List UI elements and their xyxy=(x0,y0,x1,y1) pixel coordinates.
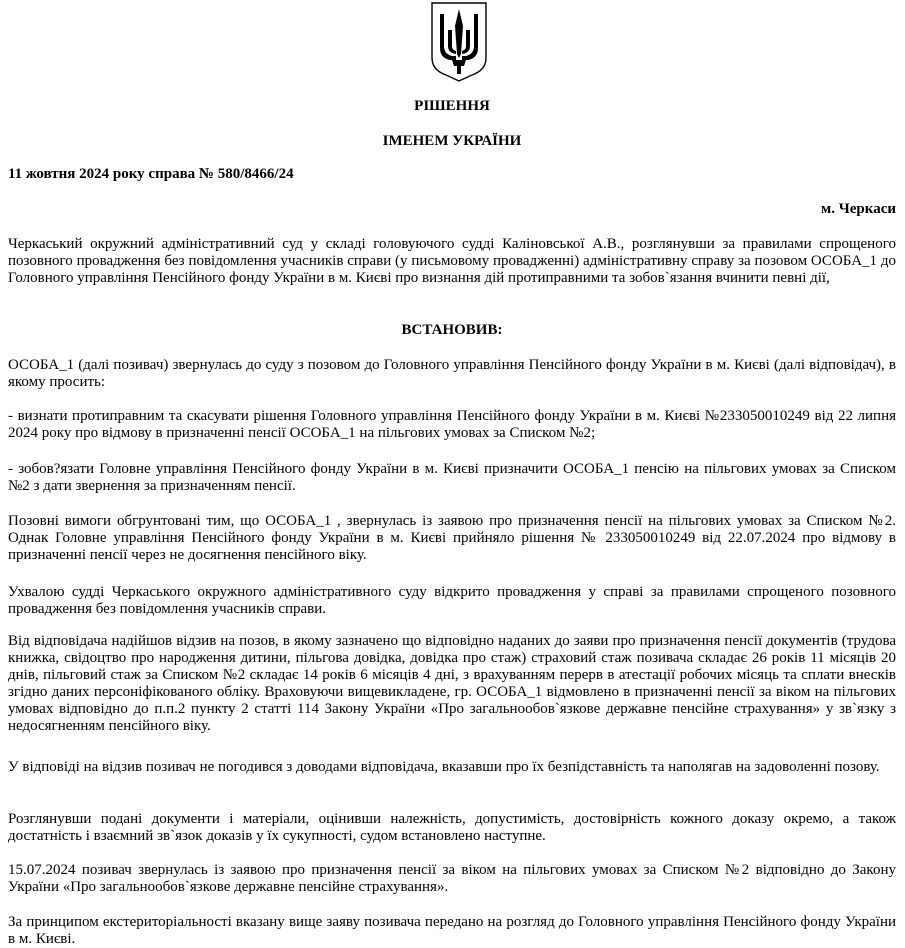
paragraph: Ухвалою судді Черкаського окружного адміністративного суду відкрито провадження у справі за правилами спрощеного позовного провадження без повідомлення учасників справи. xyxy=(8,584,896,617)
paragraph: За принципом екстериторіальності вказану вище заяву позивача передано на розгляд до Головного управління Пенсійного фонду України в м. Києві. xyxy=(8,914,896,947)
paragraph: Розглянувши подані документи і матеріали, оцінивши належність, допустимість, достовірність кожного доказу окремо, а також достатність і взаємний зв`язок доказів у їх сукупності, судом встановлено наступне. xyxy=(8,811,896,844)
paragraph: - зобов?язати Головне управління Пенсійного фонду України в м. Києві призначити ОСОБА_1 пенсію на пільгових умовах за Списком №2 з дати звернення за призначенням пенсії. xyxy=(8,461,896,494)
paragraph: - визнати протиправним та скасувати рішення Головного управління Пенсійного фонду України в м. Києві №233050010249 від 22 липня 2024 року про відмову в призначенні пенсії ОСОБА_1 на пільгових умовах за Списком №2; xyxy=(8,408,896,441)
date-case-line: 11 жовтня 2024 року справа № 580/8466/24 xyxy=(8,166,294,182)
paragraph: У відповіді на відзив позивач не погодився з доводами відповідача, вказавши про їх безпідставність та наполягав на задоволенні позову. xyxy=(8,759,880,775)
paragraph: 15.07.2024 позивач звернулась із заявою про призначення пенсії за віком на пільгових умовах за Списком №2 відповідно до Закону України «Про загальнообов`язкове державне пенсійне страхування». xyxy=(8,862,896,895)
paragraph: Від відповідача надійшов відзив на позов, в якому зазначено що відповідно наданих до заяви про призначення пенсії документів (трудова книжка, свідоцтво про народження дитини, пільгова довідка, довідка про стаж) страховий стаж позивача складає 26 років 11 місяців 20 днів, пільговий стаж за Списком №2 складає 14 років 6 місяців 4 дні, з врахуванням перерв в атестації робочих місяць та сплати внесків згідно даних персоніфікованого обліку. Враховуючи вищевикладене, гр. ОСОБА_1 відмовлено в призначенні пенсії за віком на пільгових умовах відповідно до п.п.2 пункту 2 статті 114 Закону України «Про загальнообов`язкове державне пенсійне страхування» у зв`язку з недосягненням пенсійного віку. xyxy=(8,633,896,734)
document-subtitle: ІМЕНЕМ УКРАЇНИ xyxy=(382,133,522,149)
paragraph: Позовні вимоги обгрунтовані тим, що ОСОБА_1 , звернулась із заявою про призначення пенсії на пільгових умовах за Списком №2. Однак Головне управління Пенсійного фонду України в м. Києві прийняло рішення № 233050010249 від 22.07.2024 про відмову в призначенні пенсії через не досягнення пенсійного віку. xyxy=(8,513,896,563)
document-title: РІШЕННЯ xyxy=(414,98,490,114)
paragraph: ОСОБА_1 (далі позивач) звернулась до суду з позовом до Головного управління Пенсійного фонду України в м. Києві (далі відповідач), в якому просить: xyxy=(8,357,896,390)
city-line: м. Черкаси xyxy=(821,201,896,217)
established-heading: ВСТАНОВИВ: xyxy=(401,322,503,338)
trident-coat-of-arms-icon xyxy=(428,0,490,84)
intro-paragraph: Черкаський окружний адміністративний суд у складі головуючого судді Каліновської А.В., розглянувши за правилами спрощеного позовного провадження без повідомлення учасників справи (у письмовому провадженні) адміністративну справу за позовом ОСОБА_1 до Головного управління Пенсійного фонду України в м. Києві про визнання дій протиправними та зобов`язання вчинити певні дії, xyxy=(8,236,896,286)
